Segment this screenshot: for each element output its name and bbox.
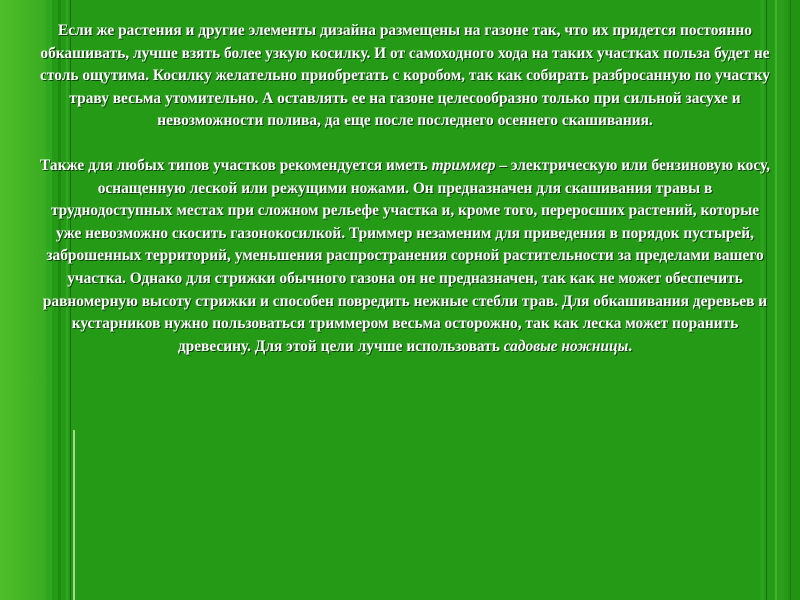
paragraph-trimmer xyxy=(40,155,770,358)
decorative-accent-bar xyxy=(775,0,777,600)
slide-text xyxy=(40,20,770,358)
decorative-line xyxy=(790,0,791,600)
paragraph-trimmer-body: – электрическую или бензиновую косу, оснащенную леской или режущими ножами. Он предназначен для скашивания травы в труднодоступных местах при сложном рельефе участка и, кроме того, переросших растений, которые уже невозможно скосить газонокосилкой. Триммер незаменим для приведения в порядок пустырей, заброшенных территорий, уменьшения распространения сорной растительности за пределами вашего участка. Однако для стрижки обычного газона он не предназначен, так как не может обеспечить равномерную высоту стрижки и способен повредить нежные стебли трав. Для обкашивания деревьев и кустарников нужно пользоваться триммером весьма осторожно, так как леска может поранить древесину. Для этой цели лучше использовать xyxy=(42,156,770,355)
term-garden-shears: садовые ножницы xyxy=(503,337,629,355)
term-trimmer: триммер xyxy=(431,156,496,174)
decorative-line xyxy=(73,430,75,600)
paragraph-trimmer-intro: Также для любых типов участков рекомендуется иметь xyxy=(40,156,432,174)
paragraph-mowing: Если же растения и другие элементы дизайна размещены на газоне так, что их придется постоянно обкашивать, лучше взять более узкую косилку. И от самоходного хода на таких участках польза будет не столь ощутима. Косилку желательно приобретать с коробом, так как собирать разбросанную по участку траву весьма утомительно. А оставлять ее на газоне целесообразно только при сильной засухе и невозможности полива, да еще после последнего осеннего скашивания. xyxy=(40,22,770,130)
paragraph-trimmer-end: . xyxy=(628,337,633,355)
